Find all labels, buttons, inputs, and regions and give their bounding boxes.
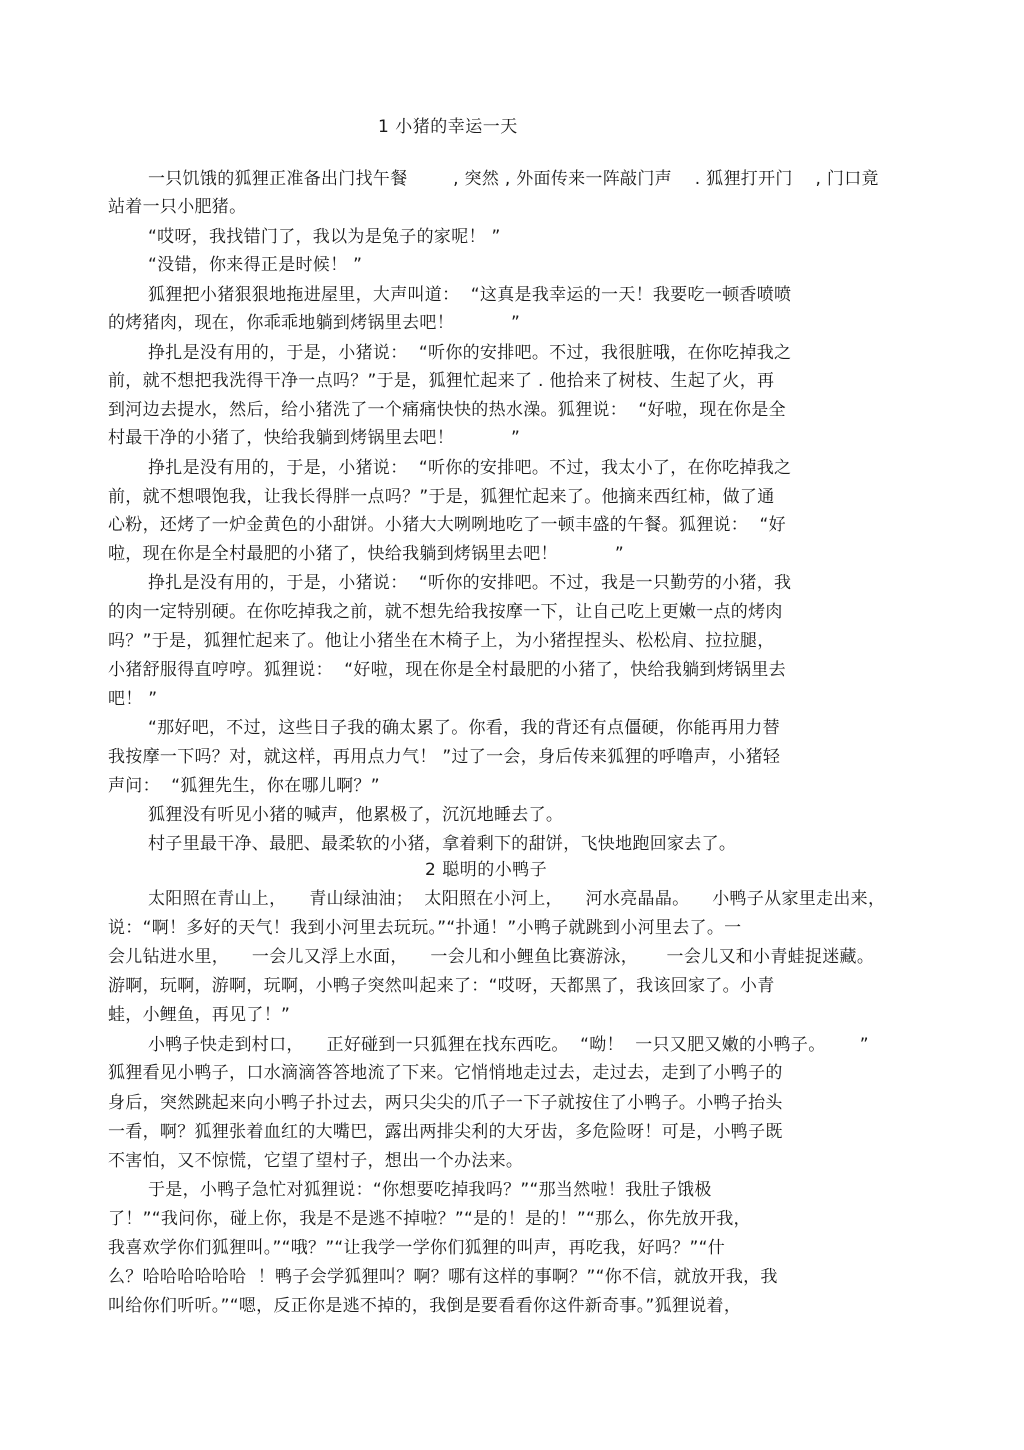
story2-line: 叫给你们听听。”“嗯，反正你是逃不掉的，我倒是要看看你这件新奇事。”狐狸说着， [108, 1296, 742, 1316]
story1-line: 挣扎是没有用的，于是，小猪说： “听你的安排吧。不过，我是一只勤劳的小猪，我 [148, 573, 792, 593]
story1-line: 声问： “狐狸先生，你在哪儿啊？” [108, 776, 380, 796]
story1-line: 小猪舒服得直哼哼。狐狸说： “好啦，现在你是全村最肥的小猪了，快给我躺到烤锅里去 [108, 660, 786, 680]
story1-line: 挣扎是没有用的，于是，小猪说： “听你的安排吧。不过，我太小了，在你吃掉我之 [148, 458, 792, 478]
story1-line: 到河边去提水，然后，给小猪洗了一个痛痛快快的热水澡。狐狸说： “好啦，现在你是全 [108, 400, 786, 420]
story2-line: 说：“啊！多好的天气！我到小河里去玩玩。”“扑通！”小鸭子就跳到小河里去了。一 [108, 918, 742, 938]
story2-line: 么？哈哈哈哈哈哈 ！鸭子会学狐狸叫？啊？哪有这样的事啊？”“你不信，就放开我，我 [108, 1267, 778, 1287]
story2-line: 身后，突然跳起来向小鸭子扑过去，两只尖尖的爪子一下子就按住了小鸭子。小鸭子抬头 [108, 1093, 783, 1113]
story2-line: 会儿钻进水里， 一会儿又浮上水面， 一会儿和小鲤鱼比赛游泳， 一会儿又和小青蛙捉迷藏。 [108, 947, 875, 967]
story2-line: 一看，啊？狐狸张着血红的大嘴巴，露出两排尖利的大牙齿，多危险呀！可是，小鸭子既 [108, 1122, 783, 1142]
story1-title: 1 小猪的幸运一天 [378, 117, 518, 137]
story2-line: 太阳照在青山上， 青山绿油油； 太阳照在小河上， 河水亮晶晶。 小鸭子从家里走出来， [148, 889, 886, 909]
story1-line: 前，就不想喂饱我，让我长得胖一点吗？”于是，狐狸忙起来了。他摘来西红柿，做了通 [108, 487, 775, 507]
story2-line: 游啊，玩啊，游啊，玩啊，小鸭子突然叫起来了：“哎呀，天都黑了，我该回家了。小青 [108, 976, 775, 996]
story2-line: 小鸭子快走到村口， 正好碰到一只狐狸在找东西吃。 “呦！ 一只又肥又嫩的小鸭子。 ” [148, 1035, 869, 1055]
story1-line: 村子里最干净、最肥、最柔软的小猪，拿着剩下的甜饼，飞快地跑回家去了。 [148, 834, 737, 854]
story2-title: 2 聪明的小鸭子 [425, 860, 548, 880]
story1-line: 啦，现在你是全村最肥的小猪了，快给我躺到烤锅里去吧！ ” [108, 544, 624, 564]
story1-line: “那好吧，不过，这些日子我的确太累了。你看，我的背还有点僵硬，你能再用力替 [148, 718, 780, 738]
story1-line: 的烤猪肉，现在，你乖乖地躺到烤锅里去吧！ ” [108, 313, 521, 333]
story1-line: 村最干净的小猪了，快给我躺到烤锅里去吧！ ” [108, 428, 521, 448]
story1-line: 站着一只小肥猪。 [108, 197, 247, 217]
story2-line: 了！”“我问你，碰上你，我是不是逃不掉啦？”“是的！是的！”“那么，你先放开我， [108, 1209, 751, 1229]
story1-line: “哎呀，我找错门了，我以为是兔子的家呢！ ” [148, 227, 501, 247]
story2-line: 狐狸看见小鸭子，口水滴滴答答地流了下来。它悄悄地走过去，走过去，走到了小鸭子的 [108, 1063, 783, 1083]
story1-line: 狐狸没有听见小猪的喊声，他累极了，沉沉地睡去了。 [148, 805, 564, 825]
story1-line: 心粉，还烤了一炉金黄色的小甜饼。小猪大大咧咧地吃了一顿丰盛的午餐。狐狸说： “好 [108, 515, 786, 535]
story1-line: 前，就不想把我洗得干净一点吗？”于是，狐狸忙起来了 . 他拾来了树枝、生起了火，再 [108, 371, 775, 391]
story2-line: 不害怕，又不惊慌，它望了望村子，想出一个办法来。 [108, 1151, 524, 1171]
story1-line: 我按摩一下吗？对，就这样，再用点力气！ ”过了一会，身后传来狐狸的呼噜声，小猪轻 [108, 747, 781, 767]
story2-line: 于是，小鸭子急忙对狐狸说：“你想要吃掉我吗？”“那当然啦！我肚子饿极 [148, 1180, 712, 1200]
story1-line: 狐狸把小猪狠狠地拖进屋里，大声叫道： “这真是我幸运的一天！我要吃一顿香喷喷 [148, 285, 792, 305]
story2-line: 我喜欢学你们狐狸叫。”“哦？”“让我学一学你们狐狸的叫声，再吃我，好吗？”“什 [108, 1238, 726, 1258]
story1-line: 一只饥饿的狐狸正准备出门找午餐 , 突然 , 外面传来一阵敲门声 . 狐狸打开门 , 门口竟 [148, 169, 879, 189]
story1-line: 挣扎是没有用的，于是，小猪说： “听你的安排吧。不过，我很脏哦，在你吃掉我之 [148, 343, 792, 363]
story1-line: 吗？”于是，狐狸忙起来了。他让小猪坐在木椅子上，为小猪捏捏头、松松肩、拉拉腿， [108, 631, 775, 651]
story1-line: 吧！ ” [108, 689, 158, 709]
story1-line: “没错，你来得正是时候！ ” [148, 255, 363, 275]
story2-line: 蛙，小鲤鱼，再见了！” [108, 1005, 291, 1025]
story1-line: 的肉一定特别硬。在你吃掉我之前，就不想先给我按摩一下，让自己吃上更嫩一点的烤肉 [108, 602, 783, 622]
